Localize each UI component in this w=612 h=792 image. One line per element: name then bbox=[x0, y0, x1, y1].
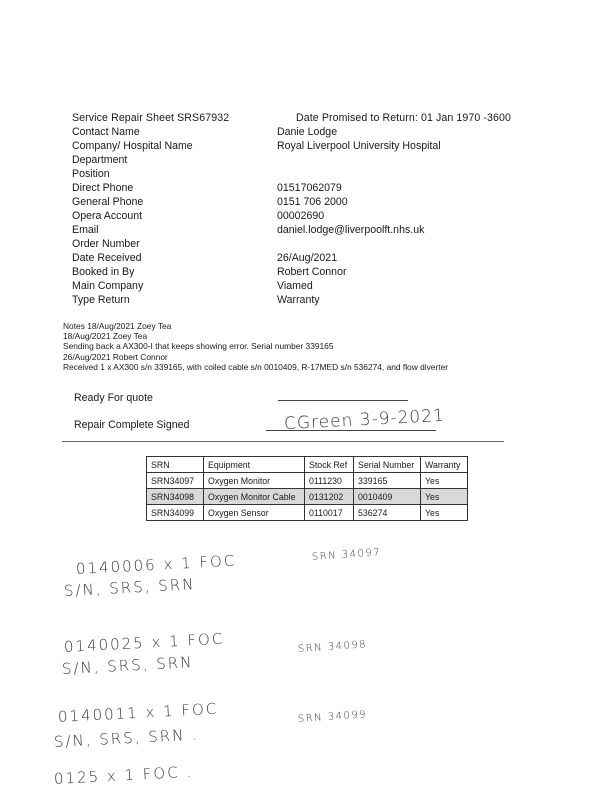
col-equipment: Equipment bbox=[204, 457, 305, 473]
col-warranty: Warranty bbox=[421, 457, 468, 473]
handwritten-line: S/N, SRS, SRN . bbox=[53, 725, 200, 751]
field-value-opera-account: 00002690 bbox=[277, 210, 325, 222]
cell-warranty: Yes bbox=[421, 489, 468, 505]
cell-stock-ref: 0110017 bbox=[305, 505, 354, 521]
field-value-booked-in-by: Robert Connor bbox=[277, 266, 347, 278]
field-value-main-company: Viamed bbox=[277, 280, 313, 292]
note-line: 26/Aug/2021 Robert Connor bbox=[63, 351, 168, 362]
cell-stock-ref: 0131202 bbox=[305, 489, 354, 505]
table-row bbox=[147, 473, 468, 489]
notes-block bbox=[63, 321, 448, 372]
field-label-position: Position bbox=[72, 168, 110, 180]
col-stock-ref: Stock Ref bbox=[305, 457, 354, 473]
cell-warranty: Yes bbox=[421, 473, 468, 489]
cell-equipment: Oxygen Monitor bbox=[204, 473, 305, 489]
field-label-contact-name: Contact Name bbox=[72, 126, 140, 138]
field-label-booked-in-by: Booked in By bbox=[72, 266, 135, 278]
cell-serial: 536274 bbox=[354, 505, 421, 521]
field-value-date-received: 26/Aug/2021 bbox=[277, 252, 338, 264]
table-row bbox=[147, 489, 468, 505]
note-line: 18/Aug/2021 Zoey Tea bbox=[63, 331, 148, 342]
handwritten-line: 0140025 x 1 FOC bbox=[63, 629, 225, 656]
field-value-direct-phone: 01517062079 bbox=[277, 182, 342, 194]
field-value-email: daniel.lodge@liverpoolft.nhs.uk bbox=[277, 224, 425, 236]
handwritten-srn: SRN 34099 bbox=[297, 709, 368, 725]
sheet-title: Service Repair Sheet SRS67932 bbox=[72, 112, 230, 124]
field-label-main-company: Main Company bbox=[72, 280, 144, 292]
handwritten-line: 0140006 x 1 FOC bbox=[75, 551, 237, 578]
cell-serial: 0010409 bbox=[354, 489, 421, 505]
cell-equipment: Oxygen Sensor bbox=[204, 505, 305, 521]
field-label-direct-phone: Direct Phone bbox=[72, 182, 134, 194]
ready-for-quote-label: Ready For quote bbox=[74, 392, 153, 404]
repair-signature: CGreen 3-9-2021 bbox=[283, 405, 446, 435]
ready-signature-line bbox=[278, 400, 408, 401]
field-label-email: Email bbox=[72, 224, 99, 236]
note-line: Notes 18/Aug/2021 Zoey Tea bbox=[63, 321, 172, 331]
cell-srn: SRN34097 bbox=[147, 473, 204, 489]
note-line: Received 1 x AX300 s/n 339165, with coiled cable s/n 0010409, R-17MED s/n 536274, and flow diverter bbox=[63, 361, 449, 372]
cell-equipment: Oxygen Monitor Cable bbox=[204, 489, 305, 505]
field-label-company: Company/ Hospital Name bbox=[72, 140, 193, 152]
repair-complete-label: Repair Complete Signed bbox=[74, 419, 190, 431]
field-label-order-number: Order Number bbox=[72, 238, 140, 250]
field-label-opera-account: Opera Account bbox=[72, 210, 143, 222]
field-value-general-phone: 0151 706 2000 bbox=[277, 196, 348, 208]
table-header-row bbox=[147, 457, 468, 473]
col-serial-number: Serial Number bbox=[354, 457, 421, 473]
field-label-general-phone: General Phone bbox=[72, 196, 144, 208]
handwritten-line: 0140011 x 1 FOC bbox=[57, 699, 219, 726]
field-label-date-received: Date Received bbox=[72, 252, 142, 264]
field-label-department: Department bbox=[72, 154, 128, 166]
cell-srn: SRN34098 bbox=[147, 489, 204, 505]
complete-signature-line bbox=[266, 430, 436, 431]
handwritten-srn: SRN 34097 bbox=[311, 547, 382, 563]
handwritten-line: S/N, SRS, SRN bbox=[63, 575, 196, 600]
handwritten-srn: SRN 34098 bbox=[297, 639, 368, 655]
cell-serial: 339165 bbox=[354, 473, 421, 489]
section-divider bbox=[62, 441, 504, 442]
field-value-contact-name: Danie Lodge bbox=[277, 126, 338, 138]
table-row bbox=[147, 505, 468, 521]
field-label-type-return: Type Return bbox=[72, 294, 130, 306]
cell-stock-ref: 0111230 bbox=[305, 473, 354, 489]
cell-srn: SRN34099 bbox=[147, 505, 204, 521]
date-promised: Date Promised to Return: 01 Jan 1970 -3600 bbox=[296, 112, 512, 124]
handwritten-line: S/N, SRS, SRN bbox=[61, 653, 194, 678]
field-value-type-return: Warranty bbox=[277, 294, 320, 306]
col-srn: SRN bbox=[147, 457, 204, 473]
note-line: Sending back a AX300-I that keeps showing error. Serial number 339165 bbox=[63, 341, 334, 352]
cell-warranty: Yes bbox=[421, 505, 468, 521]
equipment-table bbox=[146, 456, 468, 521]
field-value-company: Royal Liverpool University Hospital bbox=[277, 140, 441, 152]
handwritten-line: 0125 x 1 FOC . bbox=[53, 762, 194, 788]
